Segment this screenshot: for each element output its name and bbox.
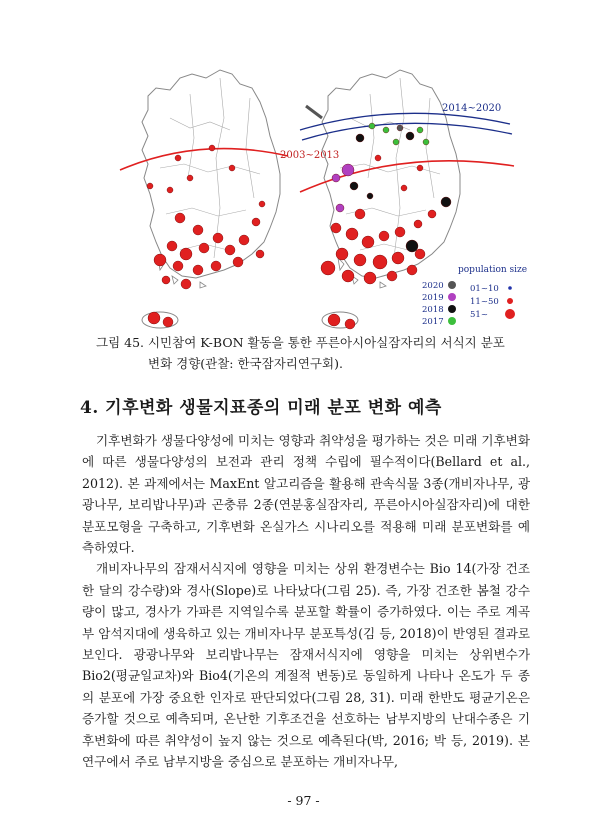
observation-dot bbox=[233, 257, 243, 267]
observation-dot bbox=[239, 235, 249, 245]
observation-dot bbox=[393, 139, 399, 145]
observation-dot bbox=[162, 276, 170, 284]
observation-dot bbox=[331, 223, 341, 233]
observation-dot bbox=[193, 225, 203, 235]
observation-dot bbox=[369, 123, 375, 129]
page-number: - 97 - bbox=[287, 793, 320, 808]
observation-dot bbox=[375, 155, 381, 161]
observation-dot bbox=[379, 231, 389, 241]
legend-year-dot bbox=[448, 317, 456, 325]
observation-dot bbox=[346, 228, 358, 240]
observation-dot bbox=[332, 174, 340, 182]
paragraph-1: 기후변화가 생물다양성에 미치는 영향과 취약성을 평가하는 것은 미래 기후변화에 따른 생물다양성의 보전과 관리 정책 수립에 필수적이다(Bellard et al., 2012). 본 과제에서는 MaxEnt 알고리즘을 활용해 관속식물 3종(개비자나무, 광광나무, 보리밥나무)과 곤충류 2종(연분홍실잠자리, 푸른아시아실잠자리)에 대한 분포모형을 구축하고, 기후변화 온실가스 시나리오를 적용해 미래 분포변화를 예측하였다. bbox=[82, 433, 530, 556]
observation-dot bbox=[193, 265, 203, 275]
legend-year-dot bbox=[448, 293, 456, 301]
observation-dot bbox=[342, 164, 354, 176]
legend-size-label: 51~ bbox=[470, 310, 488, 320]
observation-dot bbox=[175, 155, 181, 161]
right-period-label: 2014~2020 bbox=[442, 103, 502, 114]
observation-dot bbox=[387, 271, 397, 281]
observation-dot bbox=[321, 261, 335, 275]
observation-dot bbox=[211, 261, 221, 271]
body-text bbox=[82, 430, 530, 773]
observation-dot bbox=[225, 245, 235, 255]
left-period-label: 2003~2013 bbox=[280, 150, 340, 161]
observation-dot bbox=[406, 240, 418, 252]
legend-year-dot bbox=[448, 305, 456, 313]
observation-dot bbox=[187, 175, 193, 181]
observation-dot bbox=[417, 127, 423, 133]
observation-dot bbox=[428, 210, 436, 218]
distribution-maps bbox=[120, 18, 528, 333]
observation-dot bbox=[397, 125, 403, 131]
legend-title: population size bbox=[458, 265, 528, 275]
legend-years bbox=[422, 281, 456, 327]
observation-dot bbox=[336, 248, 348, 260]
section-heading: 4. 기후변화 생물지표종의 미래 분포 변화 예측 bbox=[80, 398, 442, 418]
observation-dot bbox=[252, 218, 260, 226]
observation-dot bbox=[417, 165, 423, 171]
observation-dot bbox=[373, 255, 387, 269]
observation-dot bbox=[356, 134, 364, 142]
observation-dot bbox=[259, 201, 265, 207]
distribution-map-figure bbox=[120, 18, 528, 333]
observation-dot bbox=[395, 227, 405, 237]
observation-dot bbox=[367, 193, 373, 199]
left-range-line bbox=[120, 149, 288, 170]
observation-dot bbox=[147, 183, 153, 189]
legend-year-label: 2017 bbox=[422, 317, 444, 327]
legend-size-label: 11~50 bbox=[470, 297, 499, 307]
legend-size-dot bbox=[507, 298, 513, 304]
observation-dot bbox=[209, 145, 215, 151]
observation-dot bbox=[414, 220, 422, 228]
observation-dot bbox=[175, 213, 185, 223]
observation-dot bbox=[415, 249, 425, 259]
legend-year-label: 2020 bbox=[422, 281, 444, 291]
legend-year-label: 2019 bbox=[422, 293, 444, 303]
observation-dot bbox=[256, 250, 264, 258]
left-map bbox=[120, 70, 288, 328]
figure-caption bbox=[96, 332, 536, 374]
paragraph-2: 개비자나무의 잠재서식지에 영향을 미치는 상위 환경변수는 Bio 14(가장 건조한 달의 강수량)와 경사(Slope)로 나타났다(그림 25). 즉, 가장 건조한 봄철 강수량이 많고, 경사가 가파른 지역일수록 분포할 확률이 증가하였다. 이는 주로 계곡부 암석지대에 생육하고 있는 개비자나무 분포특성(김 등, 2018)이 반영된 결과로 보인다. 광광나무와 보리밥나무는 잠재서식지에 영향을 미치는 상위변수가 Bio2(평균일교차)와 Bio4(기온의 계절적 변동)로 동일하게 나타나 온도가 두 종의 분포에 가장 중요한 인자로 판단되었다(그림 28, 31). 미래 한반도 평균기온은 증가할 것으로 예측되며, 온난한 기후조건을 선호하는 남부지방의 난대수종은 기후변화에 따른 취약성이 높지 않는 것으로 예측된다(박, 2016; 박 등, 2019). 본 연구에서 주로 남부지방을 중심으로 분포하는 개비자나무, bbox=[82, 561, 530, 770]
legend bbox=[422, 265, 527, 327]
observation-dot bbox=[441, 197, 451, 207]
observation-dot bbox=[345, 319, 355, 329]
observation-dot bbox=[336, 204, 344, 212]
observation-dot bbox=[199, 243, 209, 253]
observation-dot bbox=[401, 185, 407, 191]
observation-dot bbox=[355, 209, 365, 219]
legend-year-label: 2018 bbox=[422, 305, 444, 315]
caption-line-2: 변화 경향(관찰: 한국잠자리연구회). bbox=[148, 356, 343, 371]
observation-dot bbox=[407, 265, 417, 275]
observation-dot bbox=[163, 317, 173, 327]
observation-dot bbox=[167, 241, 177, 251]
legend-sizes bbox=[470, 284, 515, 320]
observation-dot bbox=[350, 182, 358, 190]
observation-dot bbox=[167, 187, 173, 193]
observation-dot bbox=[328, 314, 340, 326]
observation-dot bbox=[354, 254, 366, 266]
legend-size-label: 01~10 bbox=[470, 284, 499, 294]
observation-dot bbox=[213, 233, 223, 243]
legend-year-dot bbox=[448, 281, 456, 289]
left-observation-dots bbox=[147, 145, 265, 327]
arrow-icon bbox=[306, 106, 322, 118]
observation-dot bbox=[364, 272, 376, 284]
observation-dot bbox=[362, 236, 374, 248]
observation-dot bbox=[180, 248, 192, 260]
legend-size-dot bbox=[505, 309, 515, 319]
observation-dot bbox=[406, 132, 414, 140]
observation-dot bbox=[342, 270, 354, 282]
observation-dot bbox=[392, 252, 404, 264]
observation-dot bbox=[181, 279, 191, 289]
observation-dot bbox=[383, 127, 389, 133]
observation-dot bbox=[423, 139, 429, 145]
observation-dot bbox=[148, 312, 160, 324]
observation-dot bbox=[173, 261, 183, 271]
observation-dot bbox=[229, 165, 235, 171]
legend-size-dot bbox=[508, 286, 512, 290]
observation-dot bbox=[154, 254, 166, 266]
caption-line-1: 그림 45. 시민참여 K-BON 활동을 통한 푸른아시아실잠자리의 서식지 분포 bbox=[96, 335, 505, 350]
